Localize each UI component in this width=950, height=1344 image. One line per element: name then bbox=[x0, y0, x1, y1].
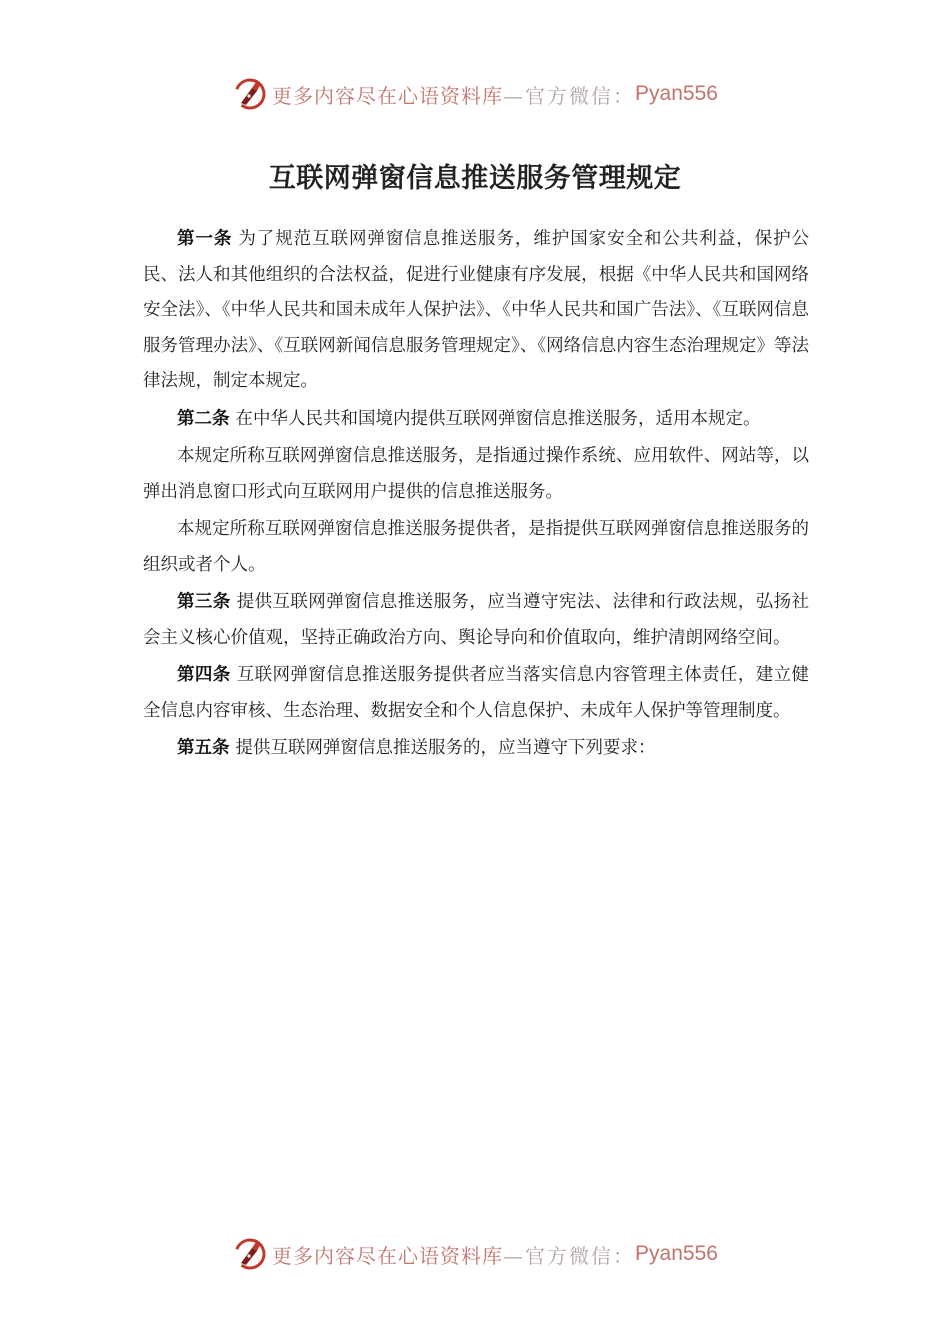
article-number: 第一条 bbox=[177, 229, 233, 249]
paragraph-definition-service bbox=[143, 439, 809, 510]
article-number: 第三条 bbox=[177, 592, 231, 612]
paragraph-text: 本规定所称互联网弹窗信息推送服务，是指通过操作系统、应用软件、网站等，以弹出消息窗口形式向互联网用户提供的信息推送服务。 bbox=[143, 446, 809, 502]
paragraph-article-3 bbox=[143, 585, 809, 656]
paragraph-definition-provider bbox=[143, 512, 809, 583]
paragraph-text: 提供互联网弹窗信息推送服务，应当遵守宪法、法律和行政法规，弘扬社会主义核心价值观，坚持正确政治方向、舆论导向和价值取向，维护清朗网络空间。 bbox=[143, 592, 810, 648]
paragraph-article-4 bbox=[143, 658, 809, 729]
wechat-account: Pyan556 bbox=[635, 1242, 718, 1265]
fountain-pen-logo-icon bbox=[232, 1236, 268, 1272]
wechat-label: —官方微信： bbox=[503, 83, 636, 108]
wechat-account: Pyan556 bbox=[635, 82, 718, 105]
article-number: 第四条 bbox=[177, 665, 231, 685]
paragraph-text: 提供互联网弹窗信息推送服务的，应当遵守下列要求： bbox=[235, 738, 656, 758]
document-body bbox=[143, 222, 809, 769]
brand-name: 更多内容尽在心语资料库 bbox=[272, 1243, 504, 1268]
paragraph-article-1 bbox=[143, 222, 809, 400]
fountain-pen-logo-icon bbox=[232, 76, 268, 112]
article-number: 第五条 bbox=[177, 738, 230, 758]
header-banner bbox=[0, 72, 950, 116]
wechat-label: —官方微信： bbox=[503, 1243, 636, 1268]
paragraph-text: 本规定所称互联网弹窗信息推送服务提供者，是指提供互联网弹窗信息推送服务的组织或者个人。 bbox=[143, 519, 809, 575]
paragraph-text: 为了规范互联网弹窗信息推送服务，维护国家安全和公共利益，保护公民、法人和其他组织的合法权益，促进行业健康有序发展，根据《中华人民共和国网络安全法》、《中华人民共和国未成年人保护法》、《中华人民共和国广告法》、《互联网信息服务管理办法》、《互联网新闻信息服务管理规定》、《网络信息内容生态治理规定》等法律法规，制定本规定。 bbox=[143, 229, 810, 391]
paragraph-text: 在中华人民共和国境内提供互联网弹窗信息推送服务，适用本规定。 bbox=[235, 408, 761, 429]
paragraph-text: 互联网弹窗信息推送服务提供者应当落实信息内容管理主体责任，建立健全信息内容审核、生态治理、数据安全和个人信息保护、未成年人保护等管理制度。 bbox=[143, 665, 810, 721]
document-title: 互联网弹窗信息推送服务管理规定 bbox=[268, 163, 682, 194]
brand-name: 更多内容尽在心语资料库 bbox=[272, 83, 504, 108]
article-number: 第二条 bbox=[177, 408, 230, 429]
footer-banner bbox=[0, 1232, 950, 1276]
paragraph-article-5 bbox=[143, 731, 809, 767]
paragraph-article-2 bbox=[143, 402, 809, 438]
